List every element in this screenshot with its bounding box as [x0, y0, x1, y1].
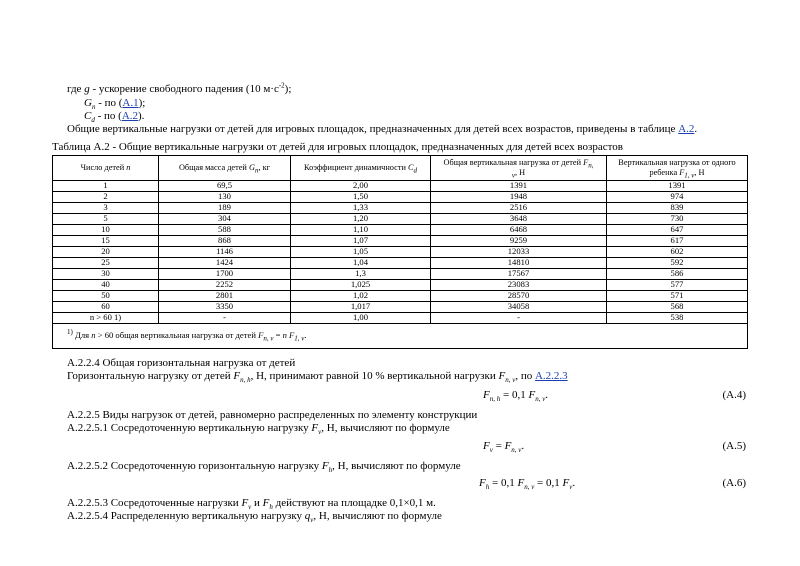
table-cell: 17567 [431, 269, 607, 280]
equation-a5-number: (А.5) [722, 440, 746, 452]
table-row [53, 225, 748, 236]
table-cell: 730 [607, 214, 748, 225]
table-cell: 1,05 [291, 247, 431, 258]
table-cell: 868 [159, 236, 291, 247]
section-224-text: Горизонтальную нагрузку от детей $F_{n, h}$, Н, принимают равной 10 % вертикальной нагрузки $F_{n, v}$, по А.2.2.3 [67, 370, 568, 385]
table-cell: 1,017 [291, 302, 431, 313]
table-cell: 40 [53, 280, 159, 291]
table-cell: 28570 [431, 291, 607, 302]
table-cell: 25 [53, 258, 159, 269]
table-cell: 23083 [431, 280, 607, 291]
table-cell: 3648 [431, 214, 607, 225]
table-cell: 1,10 [291, 225, 431, 236]
table-cell: 6468 [431, 225, 607, 236]
table-cell: 1,07 [291, 236, 431, 247]
table-cell: 9259 [431, 236, 607, 247]
table-cell: 839 [607, 203, 748, 214]
header-dynamic-coefficient: Коэффициент динамичности $C_d$ [291, 156, 431, 181]
table-cell: 130 [159, 192, 291, 203]
section-2252-text: А.2.2.5.2 Сосредоточенную горизонтальную нагрузку $F_h$, Н, вычисляют по формуле [67, 460, 461, 475]
table-row [53, 192, 748, 203]
table-row [53, 258, 748, 269]
table-cell: 1,3 [291, 269, 431, 280]
table-cell: 189 [159, 203, 291, 214]
table-cell: 1,025 [291, 280, 431, 291]
header-total-vertical-load: Общая вертикальная нагрузка от детей $F_{n,}$ $_v$, Н [431, 156, 607, 181]
table-cell: 3350 [159, 302, 291, 313]
link-a223[interactable]: А.2.2.3 [534, 370, 568, 382]
intro-line-gn: $G_n$ - по (А.1); [84, 97, 146, 112]
table-cell: 2,00 [291, 181, 431, 192]
table-cell: 30 [53, 269, 159, 280]
intro-line-cd: $C_d$ - по (А.2). [84, 110, 145, 125]
table-cell: 1,20 [291, 214, 431, 225]
table-footnote-row [53, 324, 748, 349]
table-cell: 592 [607, 258, 748, 269]
table-cell: n > 60 1) [53, 313, 159, 324]
equation-a6-number: (А.6) [722, 477, 746, 489]
table-cell: 2801 [159, 291, 291, 302]
table-cell: 304 [159, 214, 291, 225]
table-cell: - [431, 313, 607, 324]
table-cell: 69,5 [159, 181, 291, 192]
section-224-heading: А.2.2.4 Общая горизонтальная нагрузка от детей [67, 357, 296, 369]
table-cell: 20 [53, 247, 159, 258]
table-cell: 1391 [431, 181, 607, 192]
table-cell: 3 [53, 203, 159, 214]
equation-a6: $F_h = 0,1$ $F_{n, v} = 0,1$ $F_v$. [479, 477, 576, 492]
table-row [53, 247, 748, 258]
equation-a4-number: (А.4) [722, 389, 746, 401]
table-cell: 2 [53, 192, 159, 203]
table-cell: 15 [53, 236, 159, 247]
table-cell: 2516 [431, 203, 607, 214]
table-row [53, 203, 748, 214]
table-row [53, 269, 748, 280]
table-cell: 577 [607, 280, 748, 291]
section-2254-text: А.2.2.5.4 Распределенную вертикальную нагрузку $q_v$, Н, вычисляют по формуле [67, 510, 442, 525]
table-cell: 568 [607, 302, 748, 313]
table-cell: 571 [607, 291, 748, 302]
header-total-mass: Общая масса детей $G_n$, кг [159, 156, 291, 181]
table-cell: 1424 [159, 258, 291, 269]
table-row [53, 214, 748, 225]
table-cell: 538 [607, 313, 748, 324]
table-cell: 1948 [431, 192, 607, 203]
table-cell: 2252 [159, 280, 291, 291]
table-cell: 34058 [431, 302, 607, 313]
equation-a5: $F_v = F_{n, v}$. [483, 440, 525, 455]
table-cell: 50 [53, 291, 159, 302]
table-row [53, 313, 748, 324]
table-row [53, 291, 748, 302]
table-cell: 1,04 [291, 258, 431, 269]
table-row [53, 280, 748, 291]
table-row [53, 181, 748, 192]
section-2253-text: А.2.2.5.3 Сосредоточенные нагрузки $F_v$ и $F_h$ действуют на площадке 0,1×0,1 м. [67, 497, 436, 512]
table-caption: Таблица А.2 - Общие вертикальные нагрузки от детей для игровых площадок, предназначенных для детей всех возрастов [52, 141, 623, 153]
table-cell: 588 [159, 225, 291, 236]
table-row [53, 236, 748, 247]
table-cell: 1,50 [291, 192, 431, 203]
table-cell: 647 [607, 225, 748, 236]
table-cell: 617 [607, 236, 748, 247]
table-cell: - [159, 313, 291, 324]
table-cell: 5 [53, 214, 159, 225]
table-cell: 1 [53, 181, 159, 192]
table-cell: 1700 [159, 269, 291, 280]
link-a1[interactable]: А.1 [122, 97, 139, 109]
table-cell: 1,33 [291, 203, 431, 214]
table-cell: 10 [53, 225, 159, 236]
loads-table [52, 155, 748, 349]
table-cell: 12033 [431, 247, 607, 258]
section-225-heading: А.2.2.5 Виды нагрузок от детей, равномерно распределенных по элементу конструкции [67, 409, 478, 421]
intro-line-g: где g - ускорение свободного падения (10 $м\cdot с^{-2}$); [67, 81, 292, 95]
table-cell: 974 [607, 192, 748, 203]
link-a2[interactable]: А.2 [121, 110, 139, 122]
table-cell: 1,02 [291, 291, 431, 302]
table-cell: 14810 [431, 258, 607, 269]
link-table-a2[interactable]: А.2 [678, 123, 695, 135]
table-row [53, 302, 748, 313]
table-header-row [53, 156, 748, 181]
intro-line-table-ref: Общие вертикальные нагрузки от детей для игровых площадок, предназначенных для детей всех возрастов, приведены в таблице А.2. [67, 123, 698, 135]
equation-a4: $F_{n, h} = 0,1$ $F_{n, v}$. [483, 389, 549, 404]
table-cell: 602 [607, 247, 748, 258]
table-cell: 60 [53, 302, 159, 313]
header-single-child-load: Вертикальная нагрузка от одного ребенка $F_{1, v}$, Н [607, 156, 748, 181]
table-footnote: $^{1)}$ Для n > 60 общая вертикальная нагрузка от детей $F_{n, v} = n$ $F_{1, v}$. [53, 324, 748, 349]
table-cell: 586 [607, 269, 748, 280]
table-cell: 1391 [607, 181, 748, 192]
header-children-count: Число детей n [53, 156, 159, 181]
section-2251-text: А.2.2.5.1 Сосредоточенную вертикальную нагрузку $F_v$, Н, вычисляют по формуле [67, 422, 450, 437]
table-cell: 1146 [159, 247, 291, 258]
table-cell: 1,00 [291, 313, 431, 324]
